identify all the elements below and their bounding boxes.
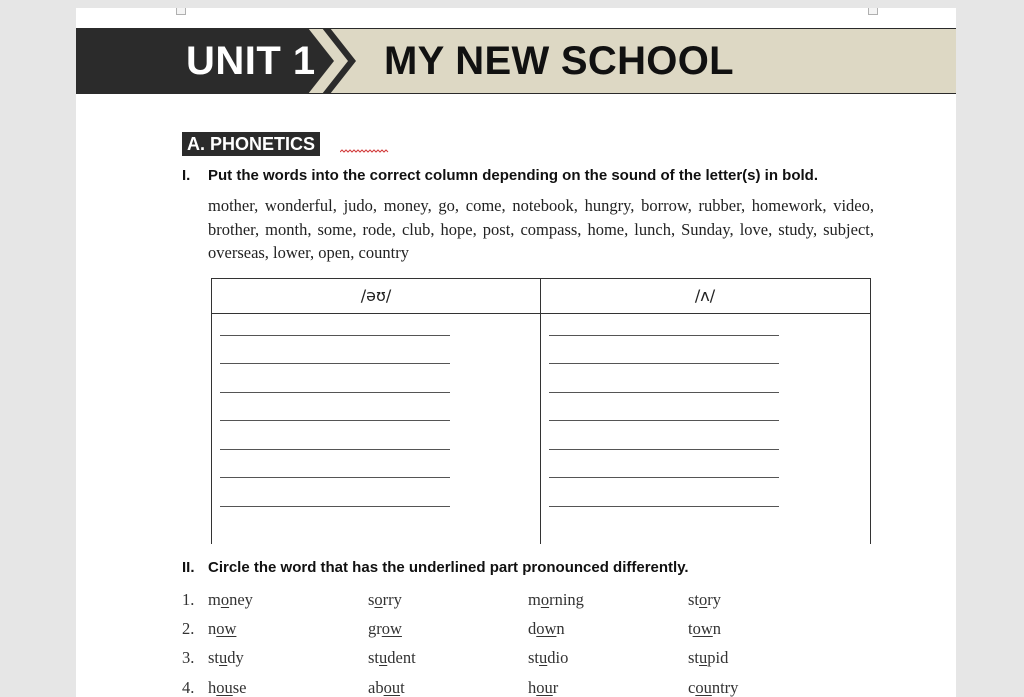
answer-option[interactable]: about	[368, 678, 405, 697]
question-number: 4.	[182, 678, 195, 697]
underlined-part: u	[219, 648, 228, 667]
answer-option[interactable]: town	[688, 619, 722, 638]
answer-blank-line[interactable]	[549, 506, 779, 507]
underlined-part: u	[539, 648, 548, 667]
underlined-part: u	[379, 648, 388, 667]
answer-blank-line[interactable]	[220, 506, 450, 507]
spellcheck-squiggle	[340, 149, 390, 155]
answer-option[interactable]: sorry	[368, 590, 402, 609]
unit-title: MY NEW SCHOOL	[384, 39, 734, 83]
answer-blank-line[interactable]	[549, 335, 779, 336]
answer-option[interactable]: now	[208, 619, 237, 638]
answer-blank-line[interactable]	[549, 477, 779, 478]
question-number: 1.	[182, 590, 195, 609]
answer-blank-line[interactable]	[220, 420, 450, 421]
exercise-2-number: II.	[182, 559, 195, 576]
question-row	[182, 619, 882, 643]
underlined-part: u	[699, 648, 708, 667]
section-heading: A. PHONETICS	[182, 132, 320, 156]
margin-marker-right[interactable]	[868, 8, 878, 15]
answer-option[interactable]: money	[208, 590, 253, 609]
exercise-1-instruction: Put the words into the correct column depending on the sound of the letter(s) in bold.	[208, 167, 818, 184]
underlined-part: o	[540, 590, 550, 609]
answer-option[interactable]: student	[368, 648, 416, 667]
underlined-part: ou	[383, 678, 401, 697]
answer-option[interactable]: stupid	[688, 648, 729, 667]
question-row	[182, 590, 882, 614]
underlined-part: ow	[536, 619, 557, 638]
answer-option[interactable]: country	[688, 678, 739, 697]
word-list: mother, wonderful, judo, money, go, come, notebook, hungry, borrow, rubber, homework, video, brother, month, some, rode, club, hope, post, compass, home, lunch, Sunday, love, study, subject, overseas, lower, open, country	[208, 196, 874, 262]
answer-option[interactable]: house	[208, 678, 247, 697]
unit-label: UNIT 1	[186, 39, 316, 83]
column-header-uh: /ʌ/	[694, 286, 716, 305]
sound-table	[211, 278, 871, 544]
unit-banner	[76, 28, 956, 94]
table-header-row	[212, 279, 870, 314]
underlined-part: o	[374, 590, 383, 609]
question-row	[182, 648, 882, 672]
answer-option[interactable]: down	[528, 619, 565, 638]
underlined-part: ow	[692, 619, 713, 638]
answer-blank-line[interactable]	[549, 392, 779, 393]
answer-blank-line[interactable]	[220, 449, 450, 450]
answer-blank-line[interactable]	[220, 335, 450, 336]
answer-blank-line[interactable]	[220, 363, 450, 364]
answer-blank-line[interactable]	[549, 420, 779, 421]
question-number: 2.	[182, 619, 195, 638]
answer-blank-line[interactable]	[549, 363, 779, 364]
underlined-part: ow	[381, 619, 402, 638]
exercise-1-number: I.	[182, 167, 191, 184]
answer-option[interactable]: studio	[528, 648, 569, 667]
underlined-part: ou	[216, 678, 233, 697]
underlined-part: o	[699, 590, 708, 609]
question-row	[182, 678, 882, 697]
document-page	[76, 8, 956, 697]
answer-option[interactable]: story	[688, 590, 722, 609]
answer-blank-line[interactable]	[549, 449, 779, 450]
answer-option[interactable]: study	[208, 648, 244, 667]
question-number: 3.	[182, 648, 195, 667]
answer-option[interactable]: hour	[528, 678, 559, 697]
column-divider	[540, 279, 541, 544]
margin-marker-left[interactable]	[176, 8, 186, 15]
answer-blank-line[interactable]	[220, 392, 450, 393]
underlined-part: ou	[695, 678, 712, 697]
underlined-part: o	[220, 590, 230, 609]
answer-option[interactable]: morning	[528, 590, 584, 609]
column-header-ou: /əʊ/	[360, 286, 392, 305]
answer-blank-line[interactable]	[220, 477, 450, 478]
underlined-part: ow	[216, 619, 237, 638]
underlined-part: ou	[536, 678, 553, 697]
answer-option[interactable]: grow	[368, 619, 402, 638]
exercise-2-instruction: Circle the word that has the underlined part pronounced differently.	[208, 559, 689, 576]
